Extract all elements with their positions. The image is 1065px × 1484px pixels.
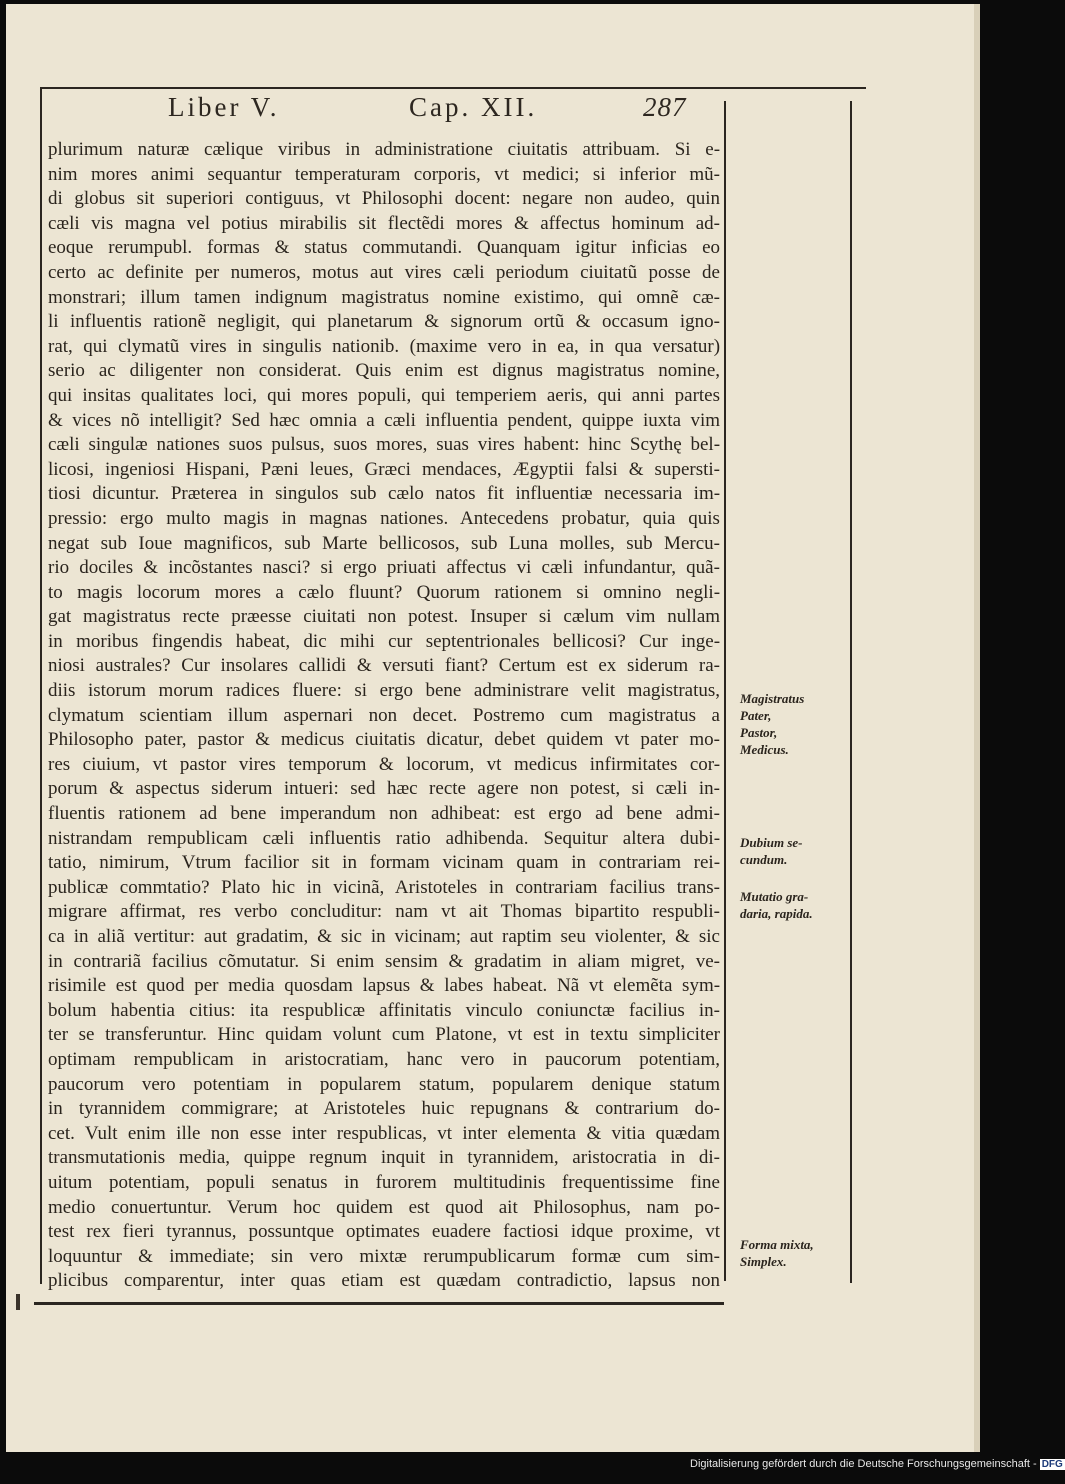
text-line: fluentis rationem ad bene imperandum non adhibeat: est ergo ad bene admi- bbox=[48, 803, 720, 825]
text-line: ca in aliã vertitur: aut gradatim, & sic in vicinam; aut raptim seu violenter, & sic bbox=[48, 926, 720, 947]
text-line: & vices nõ intelligit? Sed hæc omnia a cæli influentia pendent, quippe iuxta vim bbox=[48, 409, 721, 431]
text-line: plicibus comparentur, inter quas etiam est quædam contradictio, lapsus non bbox=[48, 1270, 721, 1292]
marginal-line: Pater, bbox=[740, 708, 772, 723]
marginal-line: Mutatio gra- bbox=[740, 889, 809, 904]
text-line: licosi, ingeniosi Hispani, Pæni leues, Græci mendaces, Ægyptii falsi & supersti- bbox=[48, 458, 720, 480]
text-line: Philosopho pater, pastor & medicus ciuitatis dicatur, debet quidem vt pater mo- bbox=[48, 729, 720, 751]
marginal-note-dubium bbox=[740, 834, 850, 868]
book-label: Liber V. bbox=[168, 92, 280, 122]
text-line: diis istorum morum radices fluere: si ergo bene administrare velit magistratus, bbox=[48, 680, 721, 702]
marginal-line: Magistratus bbox=[740, 691, 805, 706]
text-line: monstrari; illum tamen indignum magistratus nomine existimo, qui omnẽ cæ- bbox=[48, 286, 720, 308]
text-line: di globus sit superiori contiguus, vt Philosophi docent: negare non audeo, quin bbox=[48, 188, 720, 210]
header-rule bbox=[40, 87, 866, 89]
text-line: cæli singulæ nationes suos pulsus, suos mores, suas vires habent: hinc Scythę bel- bbox=[48, 434, 721, 456]
text-line: cæli vis magna vel potius mirabilis sit flectẽdi mores & affectus hominum ad- bbox=[48, 212, 720, 234]
text-line: test rex fieri tyrannus, possuntque optimates euadere factiosi idque proxime, vt bbox=[48, 1221, 720, 1243]
marginal-note-magistratus bbox=[740, 690, 850, 758]
margin-column-rule bbox=[724, 101, 726, 1281]
text-line: li influentis rationẽ negligit, qui planetarum & signorum ortũ & occasum igno- bbox=[48, 311, 720, 333]
text-line: nim mores animi sequantur temperaturam corporis, vt medici; si inferior mũ- bbox=[48, 163, 720, 185]
page-number: 287 bbox=[643, 92, 687, 122]
text-line: tiosi dicuntur. Præterea in singulos sub cælo natos fit influentiæ necessaria im- bbox=[48, 483, 721, 505]
right-border-rule bbox=[850, 101, 852, 1283]
text-line: ter se transferuntur. Hinc quidam volunt cum Platone, vt est in textu simpliciter bbox=[48, 1024, 720, 1046]
text-line: certo ac definite per numeros, motus aut vires cæli periodum ciuitatũ posse de bbox=[48, 261, 720, 283]
text-line: in moribus fingendis habeat, dic mihi cur septentrionales bellicosi? Cur inge- bbox=[48, 630, 721, 652]
footer-rule bbox=[34, 1302, 724, 1305]
main-text-column bbox=[48, 138, 720, 1294]
text-line: medio conuertuntur. Verum hoc quidem est quod ait Philosophus, nam po- bbox=[48, 1196, 721, 1218]
page-mark bbox=[16, 1294, 20, 1310]
text-line: loquuntur & immediate; sin vero mixtæ rerumpublicarum formæ cum sim- bbox=[48, 1245, 721, 1267]
marginal-line: cundum. bbox=[740, 852, 788, 867]
text-line: niosi australes? Cur insolares callidi & versuti fiant? Certum est ex siderum ra- bbox=[48, 655, 720, 677]
text-line: paucorum vero potentiam in popularem statum, popularem denique statum bbox=[48, 1073, 721, 1095]
text-line: serio ac diligenter non considerat. Quis enim est dignus magistratus nomine, bbox=[48, 360, 721, 382]
marginal-note-mutatio bbox=[740, 888, 850, 922]
running-head bbox=[156, 92, 716, 130]
text-line: cet. Vult enim ille non esse inter respublicas, vt inter elementa & vitia quædam bbox=[48, 1122, 721, 1144]
marginal-line: Simplex. bbox=[740, 1254, 787, 1269]
text-line: pressio: ergo multo magis in magnas nationes. Antecedens probatur, quia quis bbox=[48, 507, 720, 529]
text-line: rio dociles & incõstantes nasci? si ergo priuati affectus vi cæli infundantur, quã- bbox=[48, 557, 720, 579]
text-line: migrare affirmat, res verbo concluditur: nam vt ait Thomas bipartito respubli- bbox=[48, 901, 720, 923]
text-line: to magis locorum mores a cælo fluunt? Quorum rationem si omnino negli- bbox=[48, 581, 721, 603]
text-line: optimam rempublicam in aristocratiam, hanc vero in paucorum potentiam, bbox=[48, 1048, 721, 1070]
marginal-note-forma bbox=[740, 1236, 850, 1270]
marginal-line: Dubium se- bbox=[740, 835, 803, 850]
text-line: nistrandam rempublicam cæli influentis ratio adhibenda. Sequitur altera dubi- bbox=[48, 827, 721, 849]
dfg-logo: DFG bbox=[1041, 1459, 1063, 1470]
marginal-line: Pastor, bbox=[740, 725, 778, 740]
text-line: rat, qui clymatũ vires in singulis nationib. (maxime vero in ea, in qua versatur) bbox=[48, 335, 721, 357]
text-line: eoque rerumpubl. formas & status commutandi. Quanquam igitur inficias eo bbox=[48, 237, 721, 259]
text-line: negat sub Ioue magnificos, sub Marte bellicosos, sub Luna molles, sub Mercu- bbox=[48, 532, 720, 554]
text-line: clymatum scientiam illum aspernari non decet. Postremo cum magistratus a bbox=[48, 704, 720, 726]
marginal-line: daria, rapida. bbox=[740, 906, 813, 921]
credit-text: Digitalisierung gefördert durch die Deutsche Forschungsgemeinschaft - bbox=[690, 1458, 1037, 1470]
marginal-line: Medicus. bbox=[740, 742, 789, 757]
text-line: publicæ commtatio? Plato hic in vicinã, Aristoteles in contrariam facilius trans- bbox=[48, 876, 721, 898]
text-line: in tyrannidem commigrare; at Aristoteles huic repugnans & contrarium do- bbox=[48, 1098, 720, 1120]
chapter-label: Cap. XII. bbox=[409, 92, 538, 122]
text-line: porum & aspectus siderum intueri: sed hæc recte agere non potest, si cæli in- bbox=[48, 778, 720, 800]
text-line: res ciuium, vt pastor vires temporum & locorum, vt medicus infirmitates cor- bbox=[48, 753, 721, 775]
text-line: gat magistratus recte præesse ciuitati non potest. Insuper si cælum vim nullam bbox=[48, 606, 721, 628]
text-line: plurimum naturæ cælique viribus in administratione ciuitatis attribuam. Si e- bbox=[48, 139, 721, 160]
book-page bbox=[6, 4, 980, 1452]
digitization-credit bbox=[690, 1458, 1063, 1478]
text-line: qui insitas qualitates loci, qui mores populi, qui temperiem aeris, qui anni partes bbox=[48, 384, 720, 406]
left-border-rule bbox=[40, 89, 42, 1284]
text-line: in contrariã facilius cõmutatur. Si enim sensim & gradatim in aliam migret, ve- bbox=[48, 950, 720, 972]
text-line: transmutationis media, quippe regnum inquit in tyrannidem, aristocratia in di- bbox=[48, 1147, 720, 1169]
text-line: uitum potentiam, populi senatus in furorem multitudinis frequentissime fine bbox=[48, 1171, 720, 1193]
marginal-line: Forma mixta, bbox=[740, 1237, 814, 1252]
text-line: risimile est quod per media quosdam lapsus & labes habeat. Nã vt elemẽta sym- bbox=[48, 975, 721, 997]
text-line: bolum habentia citius: ita respublicæ affinitatis vinculo coniunctæ facilius in- bbox=[48, 999, 720, 1021]
text-line: tatio, nimirum, Vtrum facilior sit in formam vicinam quam in contrariam rei- bbox=[48, 852, 721, 874]
